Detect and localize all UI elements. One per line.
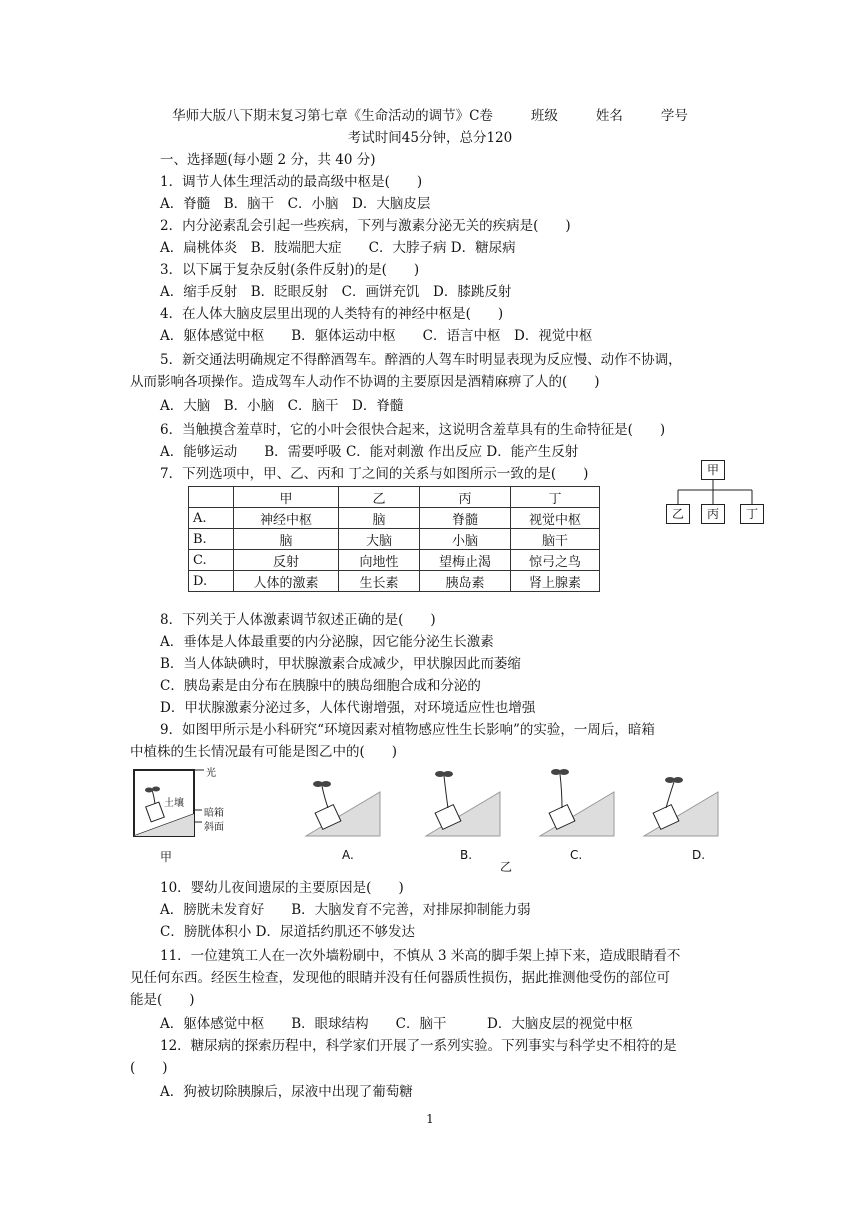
question-11-options: A．躯体感觉中枢 B．眼球结构 C．脑干 D．大脑皮层的视觉中枢 [160, 1016, 633, 1032]
question-11-stem-line2: 见任何东西。经医生检查，发现他的眼睛并没有任何器质性损伤，据此推测他受伤的部位可 [130, 970, 670, 986]
question-10-options-line2: C．膀胱体积小 D．尿道括约肌还不够发达 [160, 924, 415, 940]
table-cell: 神经中枢 [234, 508, 339, 529]
option-d-label: D. [692, 848, 706, 862]
question-1-options: A．脊髓 B．脑干 C．小脑 D．大脑皮层 [160, 196, 431, 212]
table-cell: 脑 [339, 508, 420, 529]
label-dark-box: 暗箱 [204, 808, 224, 819]
section-heading: 一、选择题(每小题 2 分，共 40 分) [160, 152, 376, 168]
table-cell: 肾上腺素 [511, 571, 600, 592]
figure-jia-label: 甲 [160, 850, 173, 864]
table-row [189, 550, 600, 571]
table-cell: 惊弓之鸟 [511, 550, 600, 571]
question-6-stem: 6．当触摸含羞草时，它的小叶会很快合起来，这说明含羞草具有的生命特征是( ) [160, 422, 666, 438]
table-cell: B. [189, 529, 234, 550]
table-row [189, 529, 600, 550]
table-cell: 乙 [339, 487, 420, 508]
tree-node-root: 甲 [701, 460, 725, 480]
question-8-stem: 8．下列关于人体激素调节叙述正确的是( ) [160, 612, 436, 628]
question-9-stem-line2: 中植株的生长情况最有可能是图乙中的( ) [130, 744, 398, 760]
table-cell: 望梅止渴 [420, 550, 511, 571]
question-4-options: A．躯体感觉中枢 B．躯体运动中枢 C．语言中枢 D．视觉中枢 [160, 328, 593, 344]
table-cell: 脑干 [511, 529, 600, 550]
question-3-options: A．缩手反射 B．眨眼反射 C．画饼充饥 D．膝跳反射 [160, 284, 512, 300]
question-1-stem: 1．调节人体生理活动的最高级中枢是( ) [160, 174, 423, 190]
option-a-label: A. [342, 848, 354, 862]
question-2-options: A．扁桃体炎 B．肢端肥大症 C．大脖子病 D．糖尿病 [160, 240, 516, 256]
tree-node-mid: 丙 [701, 504, 725, 524]
question-8-option-a: A．垂体是人体最重要的内分泌腺，因它能分泌生长激素 [160, 634, 494, 650]
table-cell [189, 487, 234, 508]
table-cell: 胰岛素 [420, 571, 511, 592]
exam-title: 华师大版八下期末复习第七章《生命活动的调节》C卷 [172, 108, 493, 124]
page-number: 1 [426, 1112, 434, 1126]
question-3-stem: 3．以下属于复杂反射(条件反射)的是( ) [160, 262, 420, 278]
class-label: 班级 [530, 108, 558, 124]
question-5-stem-line1: 5．新交通法明确规定不得醉酒驾车。醉酒的人驾车时明显表现为反应慢、动作不协调， [160, 352, 682, 368]
table-cell: 反射 [234, 550, 339, 571]
question-7-stem: 7．下列选项中，甲、乙、丙和 丁之间的关系与如图所示一致的是( ) [160, 466, 589, 482]
question-12-stem-line1: 12．糖尿病的探索历程中，科学家们开展了一系列实验。下列事实与科学史不相符的是 [160, 1038, 677, 1054]
table-cell: 生长素 [339, 571, 420, 592]
table-cell: 丁 [511, 487, 600, 508]
table-cell: 视觉中枢 [511, 508, 600, 529]
question-12-stem-line2: ( ) [130, 1060, 168, 1076]
question-12-option-a: A．狗被切除胰腺后，尿液中出现了葡萄糖 [160, 1084, 413, 1100]
table-cell: C. [189, 550, 234, 571]
question-5-stem-line2: 从而影响各项操作。造成驾车人动作不协调的主要原因是酒精麻痹了人的( ) [130, 374, 600, 390]
question-8-option-d: D．甲状腺激素分泌过多，人体代谢增强，对环境适应性也增强 [160, 700, 536, 716]
table-cell: 丙 [420, 487, 511, 508]
option-b-label: B. [460, 848, 473, 862]
question-10-options-line1: A．膀胱未发育好 B．大脑发育不完善，对排尿抑制能力弱 [160, 902, 531, 918]
question-9-stem-line1: 9．如图甲所示是小科研究“环境因素对植物感应性生长影响”的实验，一周后，暗箱 [160, 722, 655, 738]
exam-title-line [0, 106, 860, 126]
question-7-table [188, 486, 600, 592]
tree-node-right: 丁 [740, 504, 764, 524]
table-cell: A. [189, 508, 234, 529]
table-cell: D. [189, 571, 234, 592]
table-cell: 小脑 [420, 529, 511, 550]
question-6-options: A．能够运动 B．需要呼吸 C．能对刺激 作出反应 D．能产生反射 [160, 444, 579, 460]
exam-subtitle: 考试时间45分钟，总分120 [347, 130, 513, 146]
question-10-stem: 10．婴幼儿夜间遗尿的主要原因是( ) [160, 880, 404, 896]
option-c-label: C. [570, 848, 583, 862]
table-cell: 甲 [234, 487, 339, 508]
label-soil: 土壤 [164, 798, 184, 809]
question-5-options: A．大脑 B．小脑 C．脑干 D．脊髓 [160, 398, 404, 414]
question-2-stem: 2．内分泌素乱会引起一些疾病，下列与激素分泌无关的疾病是( ) [160, 218, 571, 234]
question-8-option-b: B．当人体缺碘时，甲状腺激素合成减少，甲状腺因此而萎缩 [160, 656, 521, 672]
table-cell: 脊髓 [420, 508, 511, 529]
name-label: 姓名 [595, 108, 623, 124]
figure-yi-label: 乙 [500, 860, 513, 874]
label-slope: 斜面 [204, 822, 224, 833]
table-cell: 大脑 [339, 529, 420, 550]
table-row [189, 508, 600, 529]
question-9-figure [130, 764, 720, 874]
student-id-label: 学号 [660, 108, 688, 124]
table-cell: 脑 [234, 529, 339, 550]
table-cell: 人体的激素 [234, 571, 339, 592]
label-light: 光 [206, 768, 216, 779]
question-11-stem-line1: 11．一位建筑工人在一次外墙粉刷中，不慎从 3 米高的脚手架上掉下来，造成眼睛看不 [160, 948, 681, 964]
relationship-tree-diagram [660, 458, 780, 528]
table-cell: 向地性 [339, 550, 420, 571]
table-row [189, 571, 600, 592]
tree-node-left: 乙 [666, 504, 690, 524]
question-11-stem-line3: 能是( ) [130, 992, 195, 1008]
table-header-row [189, 487, 600, 508]
question-4-stem: 4．在人体大脑皮层里出现的人类特有的神经中枢是( ) [160, 306, 504, 322]
question-8-option-c: C．胰岛素是由分布在胰腺中的胰岛细胞合成和分泌的 [160, 678, 481, 694]
